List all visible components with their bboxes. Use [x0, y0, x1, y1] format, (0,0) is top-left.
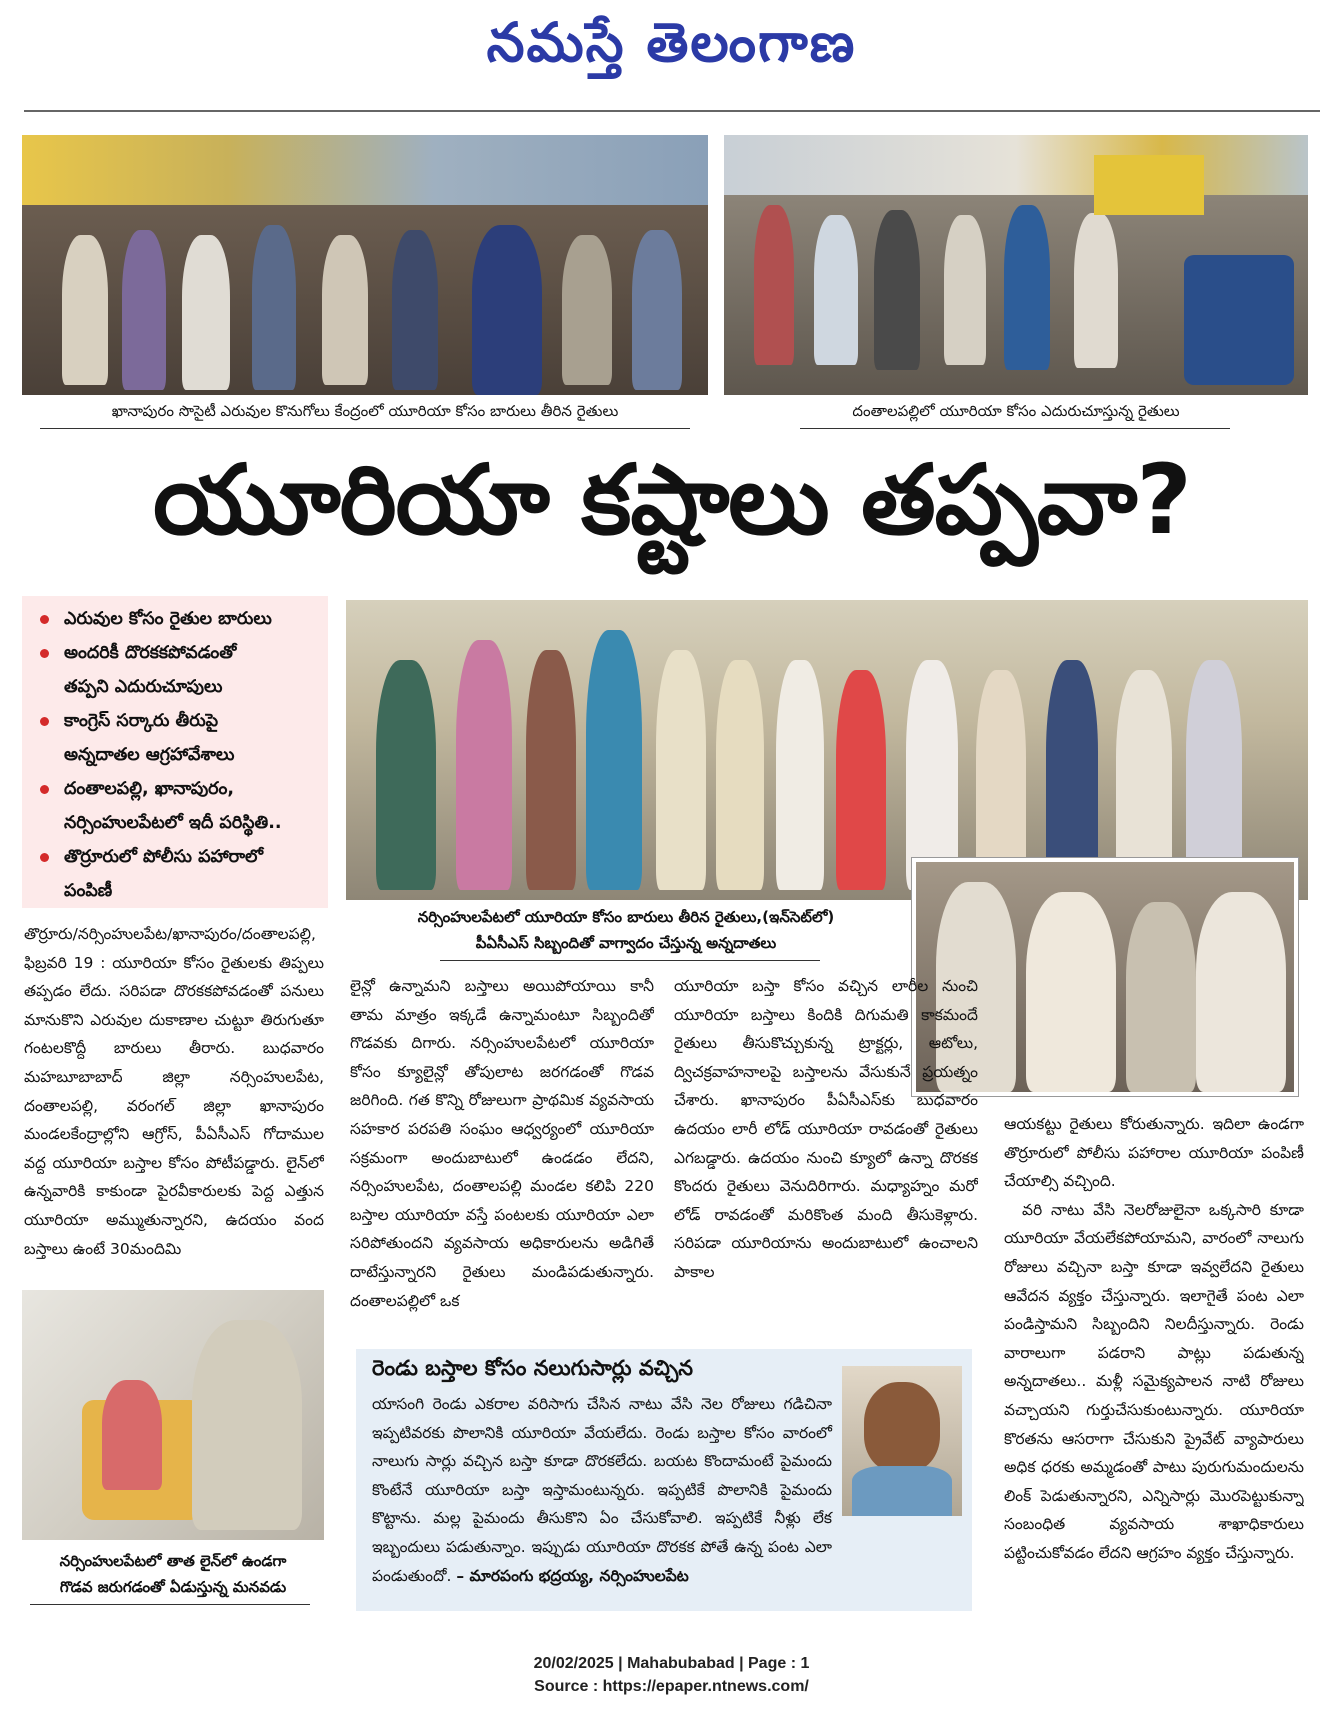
- highlights-box: [22, 596, 328, 908]
- photo-narsimhulapet-queue: [346, 600, 1308, 900]
- caption-top-right: దంతాలపల్లిలో యూరియా కోసం ఎదురుచూస్తున్న రైతులు: [852, 402, 1180, 420]
- farmer-quote-attribution: – మారపంగు భద్రయ్య, నర్సింహులపేట: [456, 1566, 689, 1585]
- photo-grandson-crying: [22, 1290, 324, 1540]
- caption-bottom-left-rule: [30, 1604, 310, 1605]
- bullet-dot-icon: [40, 649, 49, 658]
- caption-bottom-left-line2: గొడవ జరుగడంతో ఏడుస్తున్న మనవడు: [59, 1578, 287, 1596]
- highlight-item: తొర్రూరులో పోలీసు పహారాలో పంపిణీ: [34, 840, 322, 908]
- bullet-dot-icon: [40, 853, 49, 862]
- caption-top-right-rule: [800, 428, 1230, 429]
- masthead-rule: [24, 110, 1320, 112]
- caption-center-rule: [440, 960, 820, 961]
- bullet-dot-icon: [40, 785, 49, 794]
- caption-top-left: ఖానాపురం సొసైటీ ఎరువుల కొనుగోలు కేంద్రంలో యూరియా కోసం బారులు తీరిన రైతులు: [111, 402, 619, 420]
- caption-bottom-left-line1: నర్సింహులపేటలో తాత లైన్‌లో ఉండగా: [59, 1552, 287, 1570]
- farmer-quote-text: యాసంగి రెండు ఎకరాల వరిసాగు చేసిన నాటు వేసి నెల రోజులు గడిచినా ఇప్పటివరకు పొలానికి యూరియా వేయలేదు. రెండు బస్తాల కోసం వారంలో నాలుగు సార్లు వచ్చిన బస్తా కూడా దొరకలేదు. బయట కొందామంటే పైమందు కొంటేనే యూరియా బస్తా ఇస్తామంటున్నరు. ఇప్పటికే పొలానికి పైమందు కొట్టాను. మల్ల పైమందు తీసుకొని ఏం చేసుకోవాలి. ఇప్పటికే నీళ్లు లేక ఇబ్బందులు పడుతున్నాం. ఇప్పుడు యూరియా దొరకక పోతే ఉన్న పంట ఎలా పండుతుందో. – మారపంగు భద్రయ్య, నర్సింహులపేట: [372, 1395, 832, 1585]
- article-column-3: [674, 972, 978, 1336]
- article-col2-text: లైన్లో ఉన్నామని బస్తాలు అయిపోయాయి కానీ తామ మాత్రం ఇక్కడే ఉన్నామంటూ సిబ్బందితో గొడవకు దిగారు. నర్సింహులపేటలో యూరియా కోసం క్యూలైన్లో తోపులాట జరగడంతో గొడవ జరిగింది. గత కొన్ని రోజులుగా ప్రాథమిక వ్యవసాయ సహకార పరపతి సంఘం ఆధ్వర్యంలో యూరియా సక్రమంగా అందుబాటులో ఉండడం లేదని, నర్సింహులపేట, దంతాలపల్లి మండల కలిపి 220 బస్తాల యూరియా వస్తే పంటలకు యూరియా ఎలా సరిపోతుందని వ్యవసాయ అధికారులను అడిగితే దాటేస్తున్నారని రైతులు మండిపడుతున్నారు. దంతాలపల్లిలో ఒక: [350, 977, 654, 1310]
- col1-bottom-mask: [22, 1604, 328, 1614]
- photo-khanapuram-queue: [22, 135, 708, 395]
- caption-center-line2: పీఏసీఎస్ సిబ్బందితో వాగ్వాదం చేస్తున్న అన్నదాతలు: [475, 934, 777, 952]
- photo-grandson-mask: [22, 1270, 328, 1290]
- highlight-item: కాంగ్రెస్ సర్కారు తీరుపై అన్నదాతల ఆగ్రహావేశాలు: [34, 704, 322, 772]
- photo-farmer-portrait: [842, 1366, 962, 1516]
- caption-top-left-rule: [40, 428, 690, 429]
- article-column-2: [350, 972, 654, 1336]
- caption-center-line1: నర్సింహులపేటలో యూరియా కోసం బారులు తీరిన రైతులు,(ఇన్‌సెట్‌లో): [417, 908, 835, 926]
- footer-source: Source : https://epaper.ntnews.com/: [534, 1678, 809, 1695]
- article-col1-text: తొర్రూరు/నర్సింహులపేట/ఖానాపురం/దంతాలపల్లి, ఫిబ్రవరి 19 : యూరియా కోసం రైతులకు తిప్పలు తప్పడం లేదు. సరిపడా దొరకకపోవడంతో పనులు మానుకొని ఎరువుల దుకాణాల చుట్టూ తిరుగుతూ గంటలకొద్దీ బారులు తీరారు. బుధవారం మహబూబాబాద్ జిల్లా నర్సింహులపేట, దంతాలపల్లి, వరంగల్ జిల్లా ఖానాపురం మండలకేంద్రాల్లోని ఆగ్రోస్, పీఏసీఎస్ గోదాముల వద్ద యూరియా బస్తాల కోసం పోటీపడ్డారు. లైన్‌లో ఉన్నవారికి కాకుండా పైరవీకారులకు పెద్ద ఎత్తున యూరియా అమ్ముతున్నారని, ఉదయం వంద బస్తాలు ఉంటే 30మందిమి: [24, 925, 324, 1258]
- article-col4-text-b: వరి నాటు వేసి నెలరోజులైనా ఒక్కసారి కూడా యూరియా వేయలేకపోయామని, వారంలో నాలుగు రోజులు వచ్చినా బస్తా కూడా ఇవ్వలేదని రైతులు ఆవేదన వ్యక్తం చేస్తున్నారు. ఇలాగైతే పంట ఎలా పండిస్తామని సిబ్బందిని నిలదీస్తున్నారు. రెండు వారాలుగా పడరాని పాట్లు పడుతున్న అన్నదాతలు.. మళ్లీ సమైక్యపాలన నాటి రోజులు వచ్చాయని గుర్తుచేసుకుంటున్నారు. యూరియా కొరతను ఆసరాగా చేసుకుని ప్రైవేట్ వ్యాపారులు అధిక ధరకు అమ్మడంతో పాటు పురుగుమందులను లింక్ పెడుతున్నారని, ఎన్నిసార్లు మొరపెట్టుకున్నా సంబంధిత వ్యవసాయ శాఖాధికారులు పట్టించుకోవడం లేదని ఆగ్రహం వ్యక్తం చేస్తున్నారు.: [1004, 1200, 1304, 1562]
- highlight-item: దంతాలపల్లి, ఖానాపురం, నర్సింహులపేటలో ఇదీ పరిస్థితి..: [34, 772, 322, 840]
- farmer-quote-title: రెండు బస్తాల కోసం నలుగుసార్లు వచ్చిన: [372, 1356, 693, 1380]
- footer-edition: 20/02/2025 | Mahabubabad | Page : 1: [533, 1655, 810, 1672]
- highlight-item: అందరికీ దొరకకపోవడంతో తప్పని ఎదురుచూపులు: [34, 636, 322, 704]
- headline: యూరియా కష్టాలు తప్పవా?: [153, 444, 1191, 556]
- masthead-title: నమస్తే తెలంగాణ: [486, 10, 857, 74]
- bullet-dot-icon: [40, 615, 49, 624]
- article-column-4: [1004, 1110, 1304, 1610]
- bullet-dot-icon: [40, 717, 49, 726]
- highlight-item: ఎరువుల కోసం రైతుల బారులు: [34, 602, 322, 636]
- photo-danthalapalli-waiting: [724, 135, 1308, 395]
- article-col4-text-a: ఆయకట్టు రైతులు కోరుతున్నారు. ఇదిలా ఉండగా తొర్రూరులో పోలీసు పహారాల యూరియా పంపిణీ చేయాల్సి వచ్చింది.: [1004, 1115, 1304, 1191]
- article-col3-text: యూరియా బస్తా కోసం వచ్చిన లారీల నుంచి యూరియా బస్తాలు కిందికి దిగుమతి కాకమందే రైతులు తీసుకొచ్చుకున్న ట్రాక్టర్లు, ఆటోలు, ద్విచక్రవాహనాలపై బస్తాలను వేసుకునే ప్రయత్నం చేశారు. ఖానాపురం పీఏసీఎస్‌కు బుధవారం ఉదయం లారీ లోడ్ యూరియా రావడంతో రైతులు ఎగబడ్డారు. ఉదయం నుంచి క్యూలో ఉన్నా దొరకక కొందరు రైతులు వెనుదిరిగారు. మధ్యాహ్నం మరో లోడ్ రావడంతో మరికొంత మంది తీసుకెళ్లారు. సరిపడా యూరియాను అందుబాటులో ఉంచాలని పాకాల: [674, 977, 978, 1281]
